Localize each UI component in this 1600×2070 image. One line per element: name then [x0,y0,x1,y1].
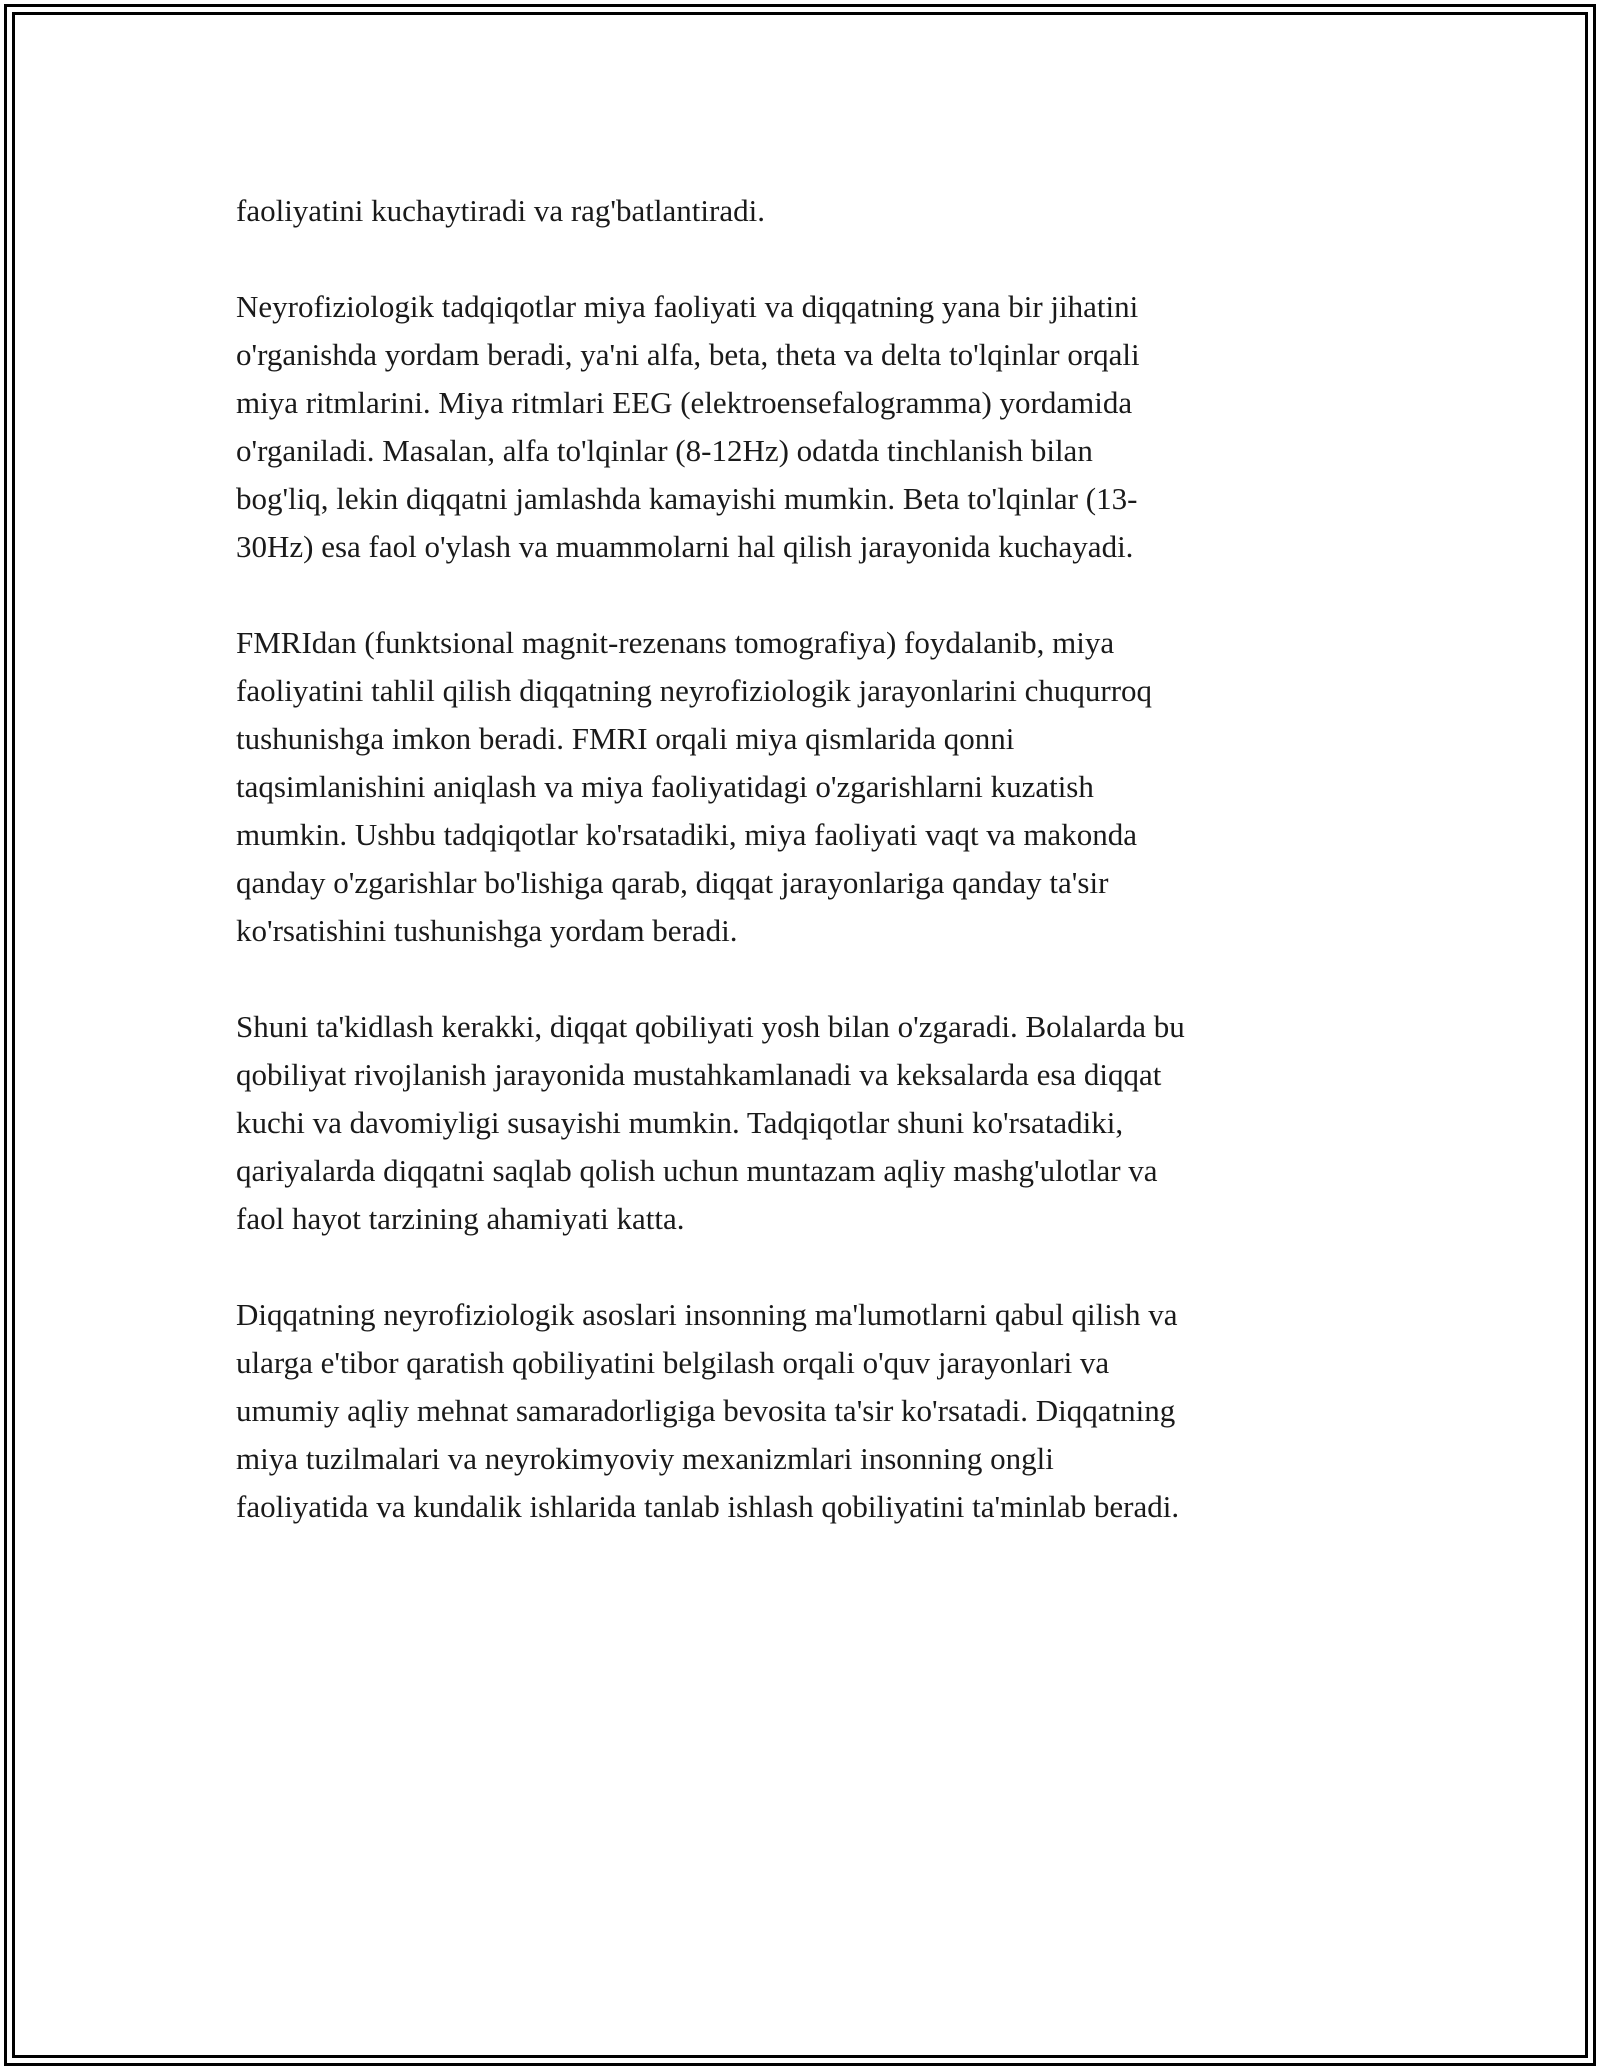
paragraph-5 [236,1291,1386,1531]
text-line: taqsimlanishini aniqlash va miya faoliyatidagi o'zgarishlarni kuzatish [236,769,1094,804]
text-line: Diqqatning neyrofiziologik asoslari insonning ma'lumotlarni qabul qilish va [236,1297,1178,1332]
text-line: o'rganishda yordam beradi, ya'ni alfa, beta, theta va delta to'lqinlar orqali [236,337,1140,372]
text-line: FMRIdan (funktsional magnit-rezenans tomografiya) foydalanib, miya [236,625,1115,660]
text-line: bog'liq, lekin diqqatni jamlashda kamayishi mumkin. Beta to'lqinlar (13- [236,481,1138,516]
text-line: tushunishga imkon beradi. FMRI orqali miya qismlarida qonni [236,721,1015,756]
text-line: ko'rsatishini tushunishga yordam beradi. [236,913,738,948]
text-line: faol hayot tarzining ahamiyati katta. [236,1201,685,1236]
text-line: Neyrofiziologik tadqiqotlar miya faoliyati va diqqatning yana bir jihatini [236,289,1139,324]
paragraph-4 [236,1003,1386,1243]
text-line: miya tuzilmalari va neyrokimyoviy mexanizmlari insonning ongli [236,1441,1054,1476]
text-line: mumkin. Ushbu tadqiqotlar ko'rsatadiki, miya faoliyati vaqt va makonda [236,817,1137,852]
text-line: faoliyatini tahlil qilish diqqatning neyrofiziologik jarayonlarini chuqurroq [236,673,1153,708]
text-line: ularga e'tibor qaratish qobiliyatini belgilash orqali o'quv jarayonlari va [236,1345,1110,1380]
text-line: qanday o'zgarishlar bo'lishiga qarab, diqqat jarayonlariga qanday ta'sir [236,865,1109,900]
text-line: o'rganiladi. Masalan, alfa to'lqinlar (8-12Hz) odatda tinchlanish bilan [236,433,1093,468]
text-line: qariyalarda diqqatni saqlab qolish uchun muntazam aqliy mashg'ulotlar va [236,1153,1158,1188]
paragraph-2 [236,283,1386,571]
text-line: Shuni ta'kidlash kerakki, diqqat qobiliyati yosh bilan o'zgaradi. Bolalarda bu [236,1009,1185,1044]
document-body [236,187,1386,1579]
text-line: qobiliyat rivojlanish jarayonida mustahkamlanadi va keksalarda esa diqqat [236,1057,1162,1092]
text-line: umumiy aqliy mehnat samaradorligiga bevosita ta'sir ko'rsatadi. Diqqatning [236,1393,1176,1428]
text-line: faoliyatini kuchaytiradi va rag'batlantiradi. [236,193,765,228]
text-line: 30Hz) esa faol o'ylash va muammolarni hal qilish jarayonida kuchayadi. [236,529,1134,564]
paragraph-3 [236,619,1386,955]
text-line: faoliyatida va kundalik ishlarida tanlab ishlash qobiliyatini ta'minlab beradi. [236,1489,1180,1524]
paragraph-1 [236,187,1386,235]
text-line: miya ritmlarini. Miya ritmlari EEG (elektroensefalogramma) yordamida [236,385,1133,420]
text-line: kuchi va davomiyligi susayishi mumkin. Tadqiqotlar shuni ko'rsatadiki, [236,1105,1124,1140]
